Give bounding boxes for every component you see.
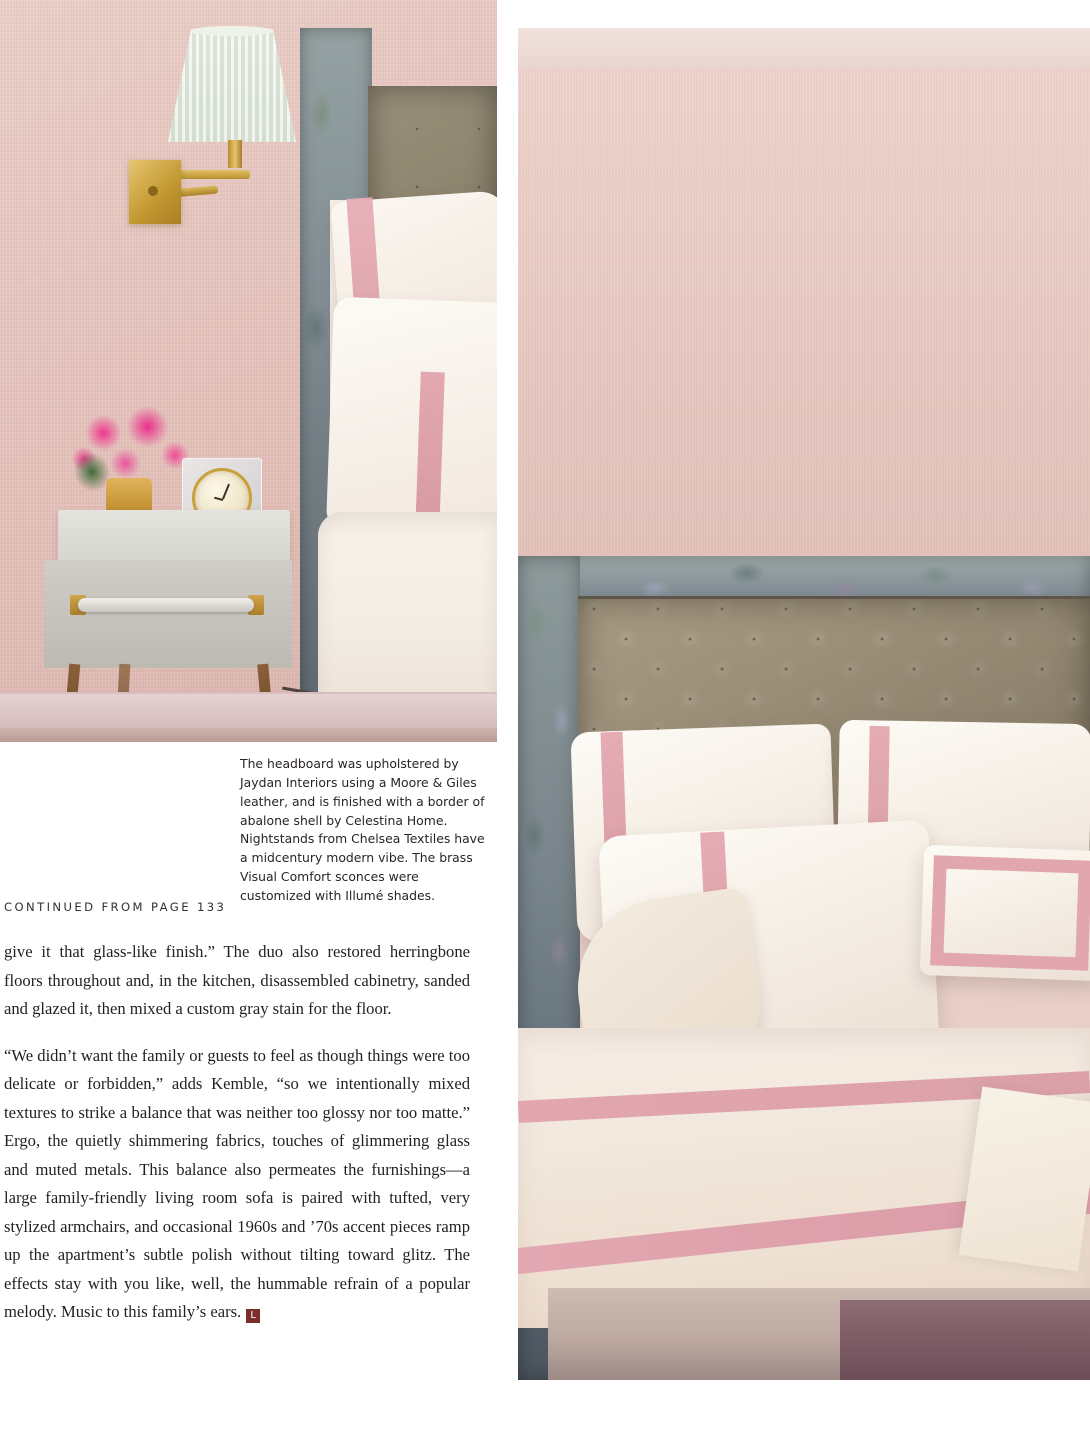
photo-caption: The headboard was upholstered by Jaydan Interiors using a Moore & Giles leather, and is finished with a border of abalone shell by Celestina Home. Nightstands from Chelsea Textiles have a midcentury modern vibe. The brass Visual Comfort sconces were customized with Illumé shades. bbox=[240, 756, 485, 903]
brass-sconce-backplate bbox=[129, 160, 181, 224]
wall-grasscloth bbox=[518, 68, 1090, 578]
pillow bbox=[326, 297, 497, 533]
floor bbox=[0, 728, 497, 742]
continued-from-label: CONTINUED FROM PAGE 133 bbox=[4, 900, 227, 914]
lamp-shade-top bbox=[190, 26, 274, 36]
body-paragraph: give it that glass-like finish.” The duo also restored herringbone floors throughout and, in the kitchen, disassembled cabinetry, sanded and glazed it, then mixed a custom gray stain for the floor. bbox=[4, 942, 470, 1019]
body-paragraph-with-endmark bbox=[4, 1042, 470, 1327]
body-paragraph-text: “We didn’t want the family or guests to feel as though things were too delicate or forbidden,” adds Kemble, “so we intentionally mixed textures to strike a balance that was neither too glossy nor too matte.” Ergo, the quietly shimmering fabrics, touches of glimmering glass and muted metals. This balance also permeates the furnishings—a large family-friendly living room sofa is paired with tufted, very stylized armchairs, and occasional 1960s and ’70s accent pieces ramp up the apartment’s subtle polish without tilting toward glitz. The effects stay with you like, well, the hummable refrain of a popular melody. Music to this family’s ears. bbox=[4, 1045, 470, 1322]
bed-skirt-shadow bbox=[840, 1300, 1090, 1380]
drawer-handle bbox=[78, 598, 254, 612]
bedroom-photo bbox=[518, 28, 1090, 1380]
throw-blanket bbox=[959, 1086, 1090, 1271]
nightstand-detail-photo bbox=[0, 0, 497, 742]
lamp-neck bbox=[228, 140, 242, 168]
article-body bbox=[4, 938, 470, 1327]
accent-pillow-pink-border bbox=[930, 855, 1090, 970]
end-mark: L bbox=[246, 1309, 260, 1323]
